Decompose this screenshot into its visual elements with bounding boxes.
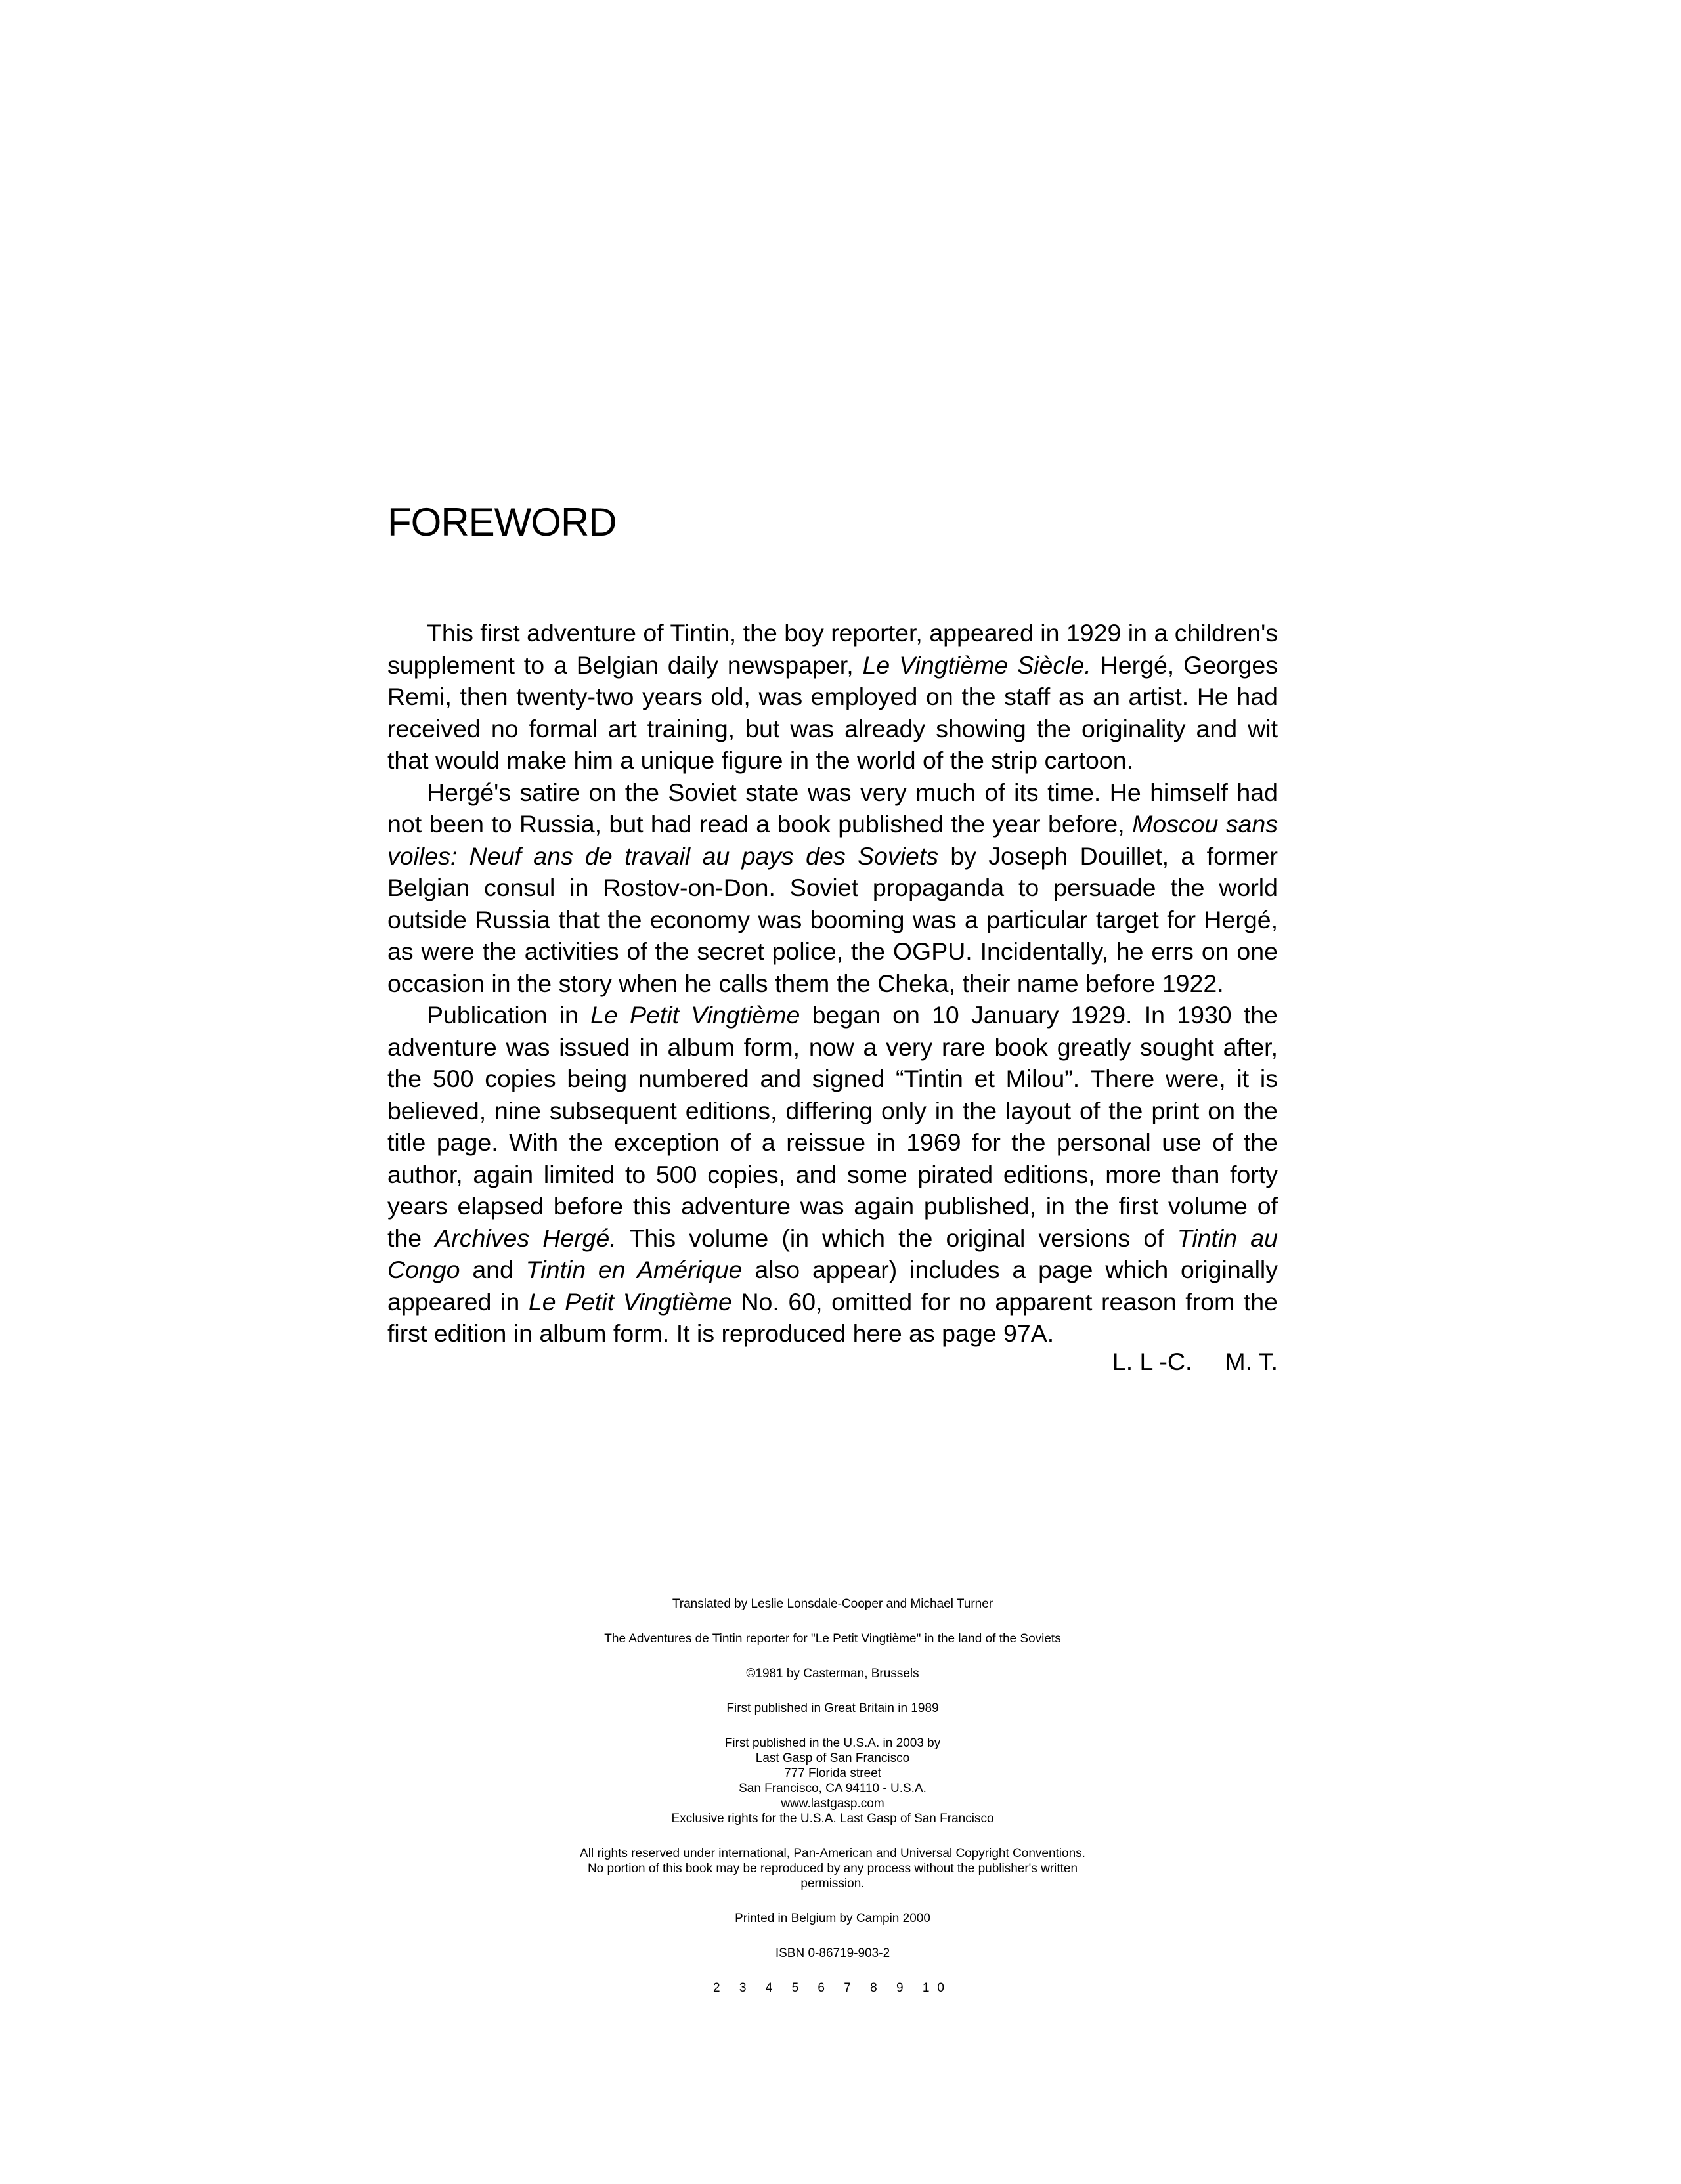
rights-line: permission. [800,1877,865,1891]
credits-block [387,1596,1278,2015]
italic-title: Le Vingtième Siècle. [862,651,1091,679]
foreword-signature [387,1346,1278,1377]
copyright-notice: ©1981 by Casterman, Brussels [746,1667,919,1681]
rights-line: No portion of this book may be reproduced by any process without the publisher's written [587,1862,1078,1875]
first-published-gb: First published in Great Britain in 1989 [726,1702,939,1715]
translator-credit: Translated by Leslie Lonsdale-Cooper and Michael Turner [672,1597,993,1611]
foreword-paragraph-1: This first adventure of Tintin, the boy reporter, appeared in 1929 in a children's supplement to a Belgian daily newspaper, Le Vingtième Siècle. Hergé, Georges Remi, then twenty-two years old, was employed on the staff as an artist. He had received no formal art training, but was already showing the originality and wit that would make him a unique figure in the world of the strip cartoon. [387,619,1278,774]
italic-title: Archives Hergé. [435,1224,617,1252]
rights-notice [387,1846,1278,1891]
us-publisher-info [387,1736,1278,1826]
us-publisher-line: San Francisco, CA 94110 - U.S.A. [739,1782,927,1795]
rights-line: All rights reserved under international, Pan-American and Universal Copyright Conventions. [580,1847,1085,1860]
printed-notice: Printed in Belgium by Campin 2000 [735,1912,930,1925]
foreword-body [387,617,1278,1350]
us-publisher-line: First published in the U.S.A. in 2003 by [724,1736,941,1750]
foreword-paragraph-2: Hergé's satire on the Soviet state was very much of its time. He himself had not been to Russia, but had read a book published the year before, Moscou sans voiles: Neuf ans de travail au pays des Soviets by Joseph Douillet, a former Belgian consul in Rostov-on-Don. Soviet propaganda to persuade the world outside Russia that the economy was booming was a particular target for Hergé, as were the activities of the secret police, the OGPU. Incidentally, he errs on one occasion in the story when he calls them the Cheka, their name before 1922. [387,778,1278,997]
italic-title: Le Petit Vingtième [528,1287,732,1316]
signature-initials-1: L. L -C. [1112,1348,1192,1375]
foreword-paragraph-3: Publication in Le Petit Vingtième began on 10 January 1929. In 1930 the adventure was issued in album form, now a very rare book greatly sought after, the 500 copies being numbered and signed “Tintin et Milou”. There were, it is believed, nine subsequent editions, differing only in the layout of the print on the title page. With the exception of a reissue in 1969 for the personal use of the author, again limited to 500 copies, and some pirated editions, more than forty years elapsed before this adventure was again published, in the first volume of the Archives Hergé. This volume (in which the original versions of Tintin au Congo and Tintin en Amérique also appear) includes a page which originally appeared in Le Petit Vingtième No. 60, omitted for no apparent reason from the first edition in album form. It is reproduced here as page 97A. [387,1001,1278,1347]
signature-initials-2: M. T. [1225,1348,1278,1375]
us-publisher-line: Last Gasp of San Francisco [755,1751,910,1765]
printing-line: 2 3 4 5 6 7 8 9 10 [713,1981,952,1995]
publisher-website: www.lastgasp.com [781,1797,884,1810]
us-publisher-line: 777 Florida street [784,1766,881,1780]
book-title-credit: The Adventures de Tintin reporter for "Le Petit Vingtième" in the land of the Soviets [604,1632,1061,1646]
italic-title: Tintin en Amérique [525,1256,743,1283]
page-title: FOREWORD [387,500,617,544]
italic-title: Le Petit Vingtième [590,1001,800,1029]
isbn: ISBN 0-86719-903-2 [775,1946,890,1960]
italic-title: Tintin au Congo [387,1224,1278,1283]
italic-title: Moscou sans voiles: Neuf ans de travail au pays des Soviets [387,810,1278,870]
us-publisher-line: Exclusive rights for the U.S.A. Last Gasp of San Francisco [671,1812,994,1826]
